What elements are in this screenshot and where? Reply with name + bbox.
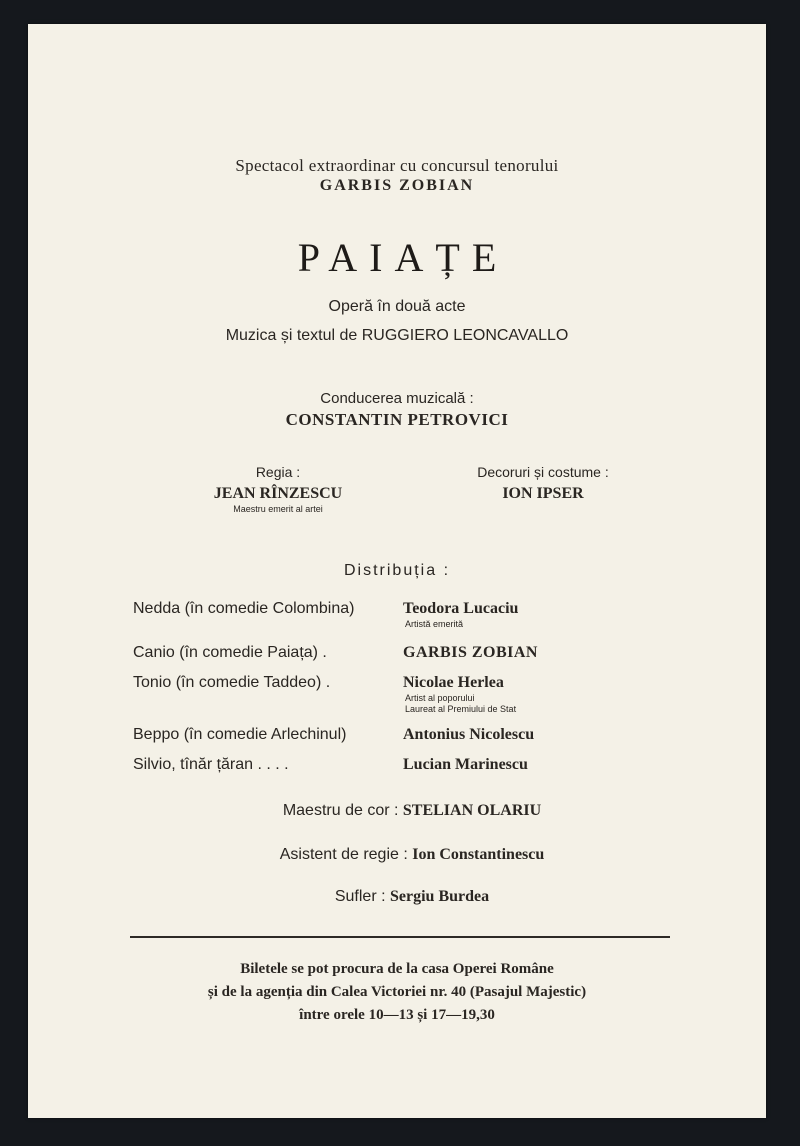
- cast-role: Beppo (în comedie Arlechinul): [133, 726, 347, 743]
- cast-row: [133, 726, 693, 756]
- credit-label: Maestru de cor :: [282, 802, 399, 819]
- opera-subtitle: Operă în două acte: [328, 298, 466, 315]
- intro-text: Spectacol extraordinar cu concursul tenorului: [235, 156, 559, 175]
- credit-name: STELIAN OLARIU: [402, 802, 542, 819]
- cast-actor: Antonius Nicolescu: [403, 726, 535, 743]
- cast-note: Artistă emerită: [405, 619, 464, 629]
- conductor-name: CONSTANTIN PETROVICI: [285, 410, 509, 429]
- cast-role: Silvio, tînăr țăran . . . .: [133, 756, 289, 773]
- credit-name: Ion Constantinescu: [412, 846, 545, 863]
- credit-name: Sergiu Burdea: [390, 888, 490, 905]
- footer-line: între orele 10—13 și 17—19,30: [299, 1007, 495, 1023]
- director-label: Regia :: [255, 464, 301, 480]
- cast-note: Laureat al Premiului de Stat: [405, 704, 517, 714]
- program-page: [28, 24, 766, 1118]
- cast-list: [133, 600, 693, 786]
- cast-actor: Nicolae Herlea: [403, 674, 504, 691]
- design-name: ION IPSER: [502, 485, 584, 502]
- footer-line: Biletele se pot procura de la casa Operei Române: [240, 961, 554, 977]
- credit-chorus-master: [28, 802, 766, 820]
- opera-author: Muzica și textul de RUGGIERO LEONCAVALLO: [225, 327, 569, 344]
- credit-assistant-director: [28, 846, 766, 864]
- divider-line: [130, 936, 670, 938]
- credit-prompter: [28, 888, 766, 906]
- cast-role: Canio (în comedie Paiața) .: [133, 644, 327, 661]
- guest-tenor-name: GARBIS ZOBIAN: [319, 177, 475, 194]
- cast-row: [133, 756, 693, 786]
- cast-actor: Teodora Lucaciu: [403, 600, 519, 617]
- director-honor: Maestru emerit al artei: [233, 504, 323, 514]
- design-block: [453, 464, 633, 503]
- credit-label: Sufler :: [334, 888, 386, 905]
- design-label: Decoruri și costume :: [477, 464, 609, 480]
- cast-row: [133, 674, 693, 726]
- director-block: [178, 464, 378, 514]
- cast-actor: Lucian Marinescu: [403, 756, 528, 773]
- cast-role: Nedda (în comedie Colombina): [133, 600, 355, 617]
- footer-line: și de la agenția din Calea Victoriei nr. 40 (Pasajul Majestic): [207, 984, 587, 1000]
- cast-heading: Distribuția :: [343, 562, 451, 579]
- credit-label: Asistent de regie :: [279, 846, 408, 863]
- opera-title: PAIAȚE: [297, 235, 509, 280]
- cast-row: [133, 644, 693, 674]
- conductor-label: Conducerea muzicală :: [320, 390, 474, 407]
- cast-role: Tonio (în comedie Taddeo) .: [133, 674, 331, 691]
- cast-note: Artist al poporului: [405, 693, 475, 703]
- director-name: JEAN RÎNZESCU: [213, 485, 343, 502]
- cast-row: [133, 600, 693, 644]
- cast-actor: GARBIS ZOBIAN: [403, 644, 538, 661]
